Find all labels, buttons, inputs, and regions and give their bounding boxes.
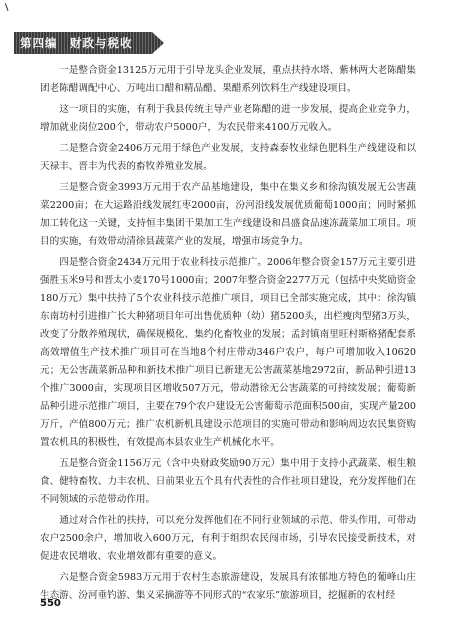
chapter-title: 第四编 财政与税收 <box>20 36 133 50</box>
paragraph-4: 三是整合资金3993万元用于农产品基地建设，集中在集义乡和徐沟镇发展无公害蔬菜2200亩；在大运路沿线发展红枣2000亩，汾河沿线发展优质葡萄1000亩；同时紧抓加工转化这一关键，支持恒丰集团干果加工生产线建设和昌盛食品速冻蔬菜加工项目。项目的实施，有效带动清徐县蔬菜产业的发展，增强市场竞争力。 <box>40 182 416 247</box>
paragraph-1: 一是整合资金13125万元用于引导龙头企业发展，重点扶持水塔、紫林两大老陈醋集团老陈醋调配中心、万吨出口醋和精品醋、果醋系列饮料生产线建设项目。 <box>40 65 416 94</box>
body-text <box>40 62 416 608</box>
paragraph-3: 二是整合资金2406万元用于绿色产业发展，支持森泰牧业绿色肥料生产线建设和以天禄丰、晋丰为代表的畜牧养殖业发展。 <box>40 143 416 172</box>
corner-scan-mark <box>5 1 14 11</box>
paragraph-2: 这一项目的实施，有利于我县传统主导产业老陈醋的进一步发展，提高企业竞争力，增加就业岗位200个，带动农户5000户，为农民带来4100万元收入。 <box>40 104 416 133</box>
page-number: 550 <box>40 598 61 609</box>
paragraph-7: 通过对合作社的扶持，可以充分发挥他们在不同行业领域的示范、带头作用，可带动农户2500余户，增加收入600万元，有利于组织农民闯市场，引导农民接受新技术，对促进农民增收、农业增效都有重要的意义。 <box>40 515 416 562</box>
paragraph-5: 四是整合资金2434万元用于农业科技示范推广。2006年整合资金157万元主要引进强胜玉米9号和晋太小麦170号1000亩；2007年整合资金2277万元（包括中央奖励资金180万元）集中扶持了5个农业科技示范推广项目，项目已全部实施完成，其中：徐沟镇东南坊村引进推广长大种猪项目年可出售优质种（幼）猪5200头，出栏瘦肉型猪3万头，改变了分散养殖现状，确保规模化、集约化畜牧业的发展；孟封镇南里旺村斯格猪配套系高效增值生产技术推广项目可在当地8个村庄带动346户农户，每户可增加收入10620元；无公害蔬菜新品种和新技术推广项目已新建无公害蔬菜基地2972亩，新品种引进13个推广3000亩，实现项目区增收507万元，带动潜徐无公害蔬菜的可持续发展；葡萄新品种引进示范推广项目，主要在79个农户建设无公害葡萄示范面积500亩，实现产量200万斤，产值800万元；推广农机新机具建设示范项目的实施可带动和影响周边农民集资购置农机具的积极性，有效提高本县农业生产机械化水平。 <box>40 257 416 448</box>
paragraph-6: 五是整合资金1156万元（含中央财政奖励90万元）集中用于支持小武蔬菜、根生粮食、健特畜牧、力丰农机、日前果业五个具有代表性的合作社项目建设，充分发挥他们在不同领域的示范带动作用。 <box>40 458 416 505</box>
chapter-header <box>14 28 174 54</box>
paragraph-8: 六是整合资金5983万元用于农村生态旅游建设，发展具有浓郁地方特色的葡峰山庄生态游、汾河垂钓游、集义采摘游等不同形式的“农家乐”旅游项目，挖掘新的农村经 <box>40 572 416 601</box>
